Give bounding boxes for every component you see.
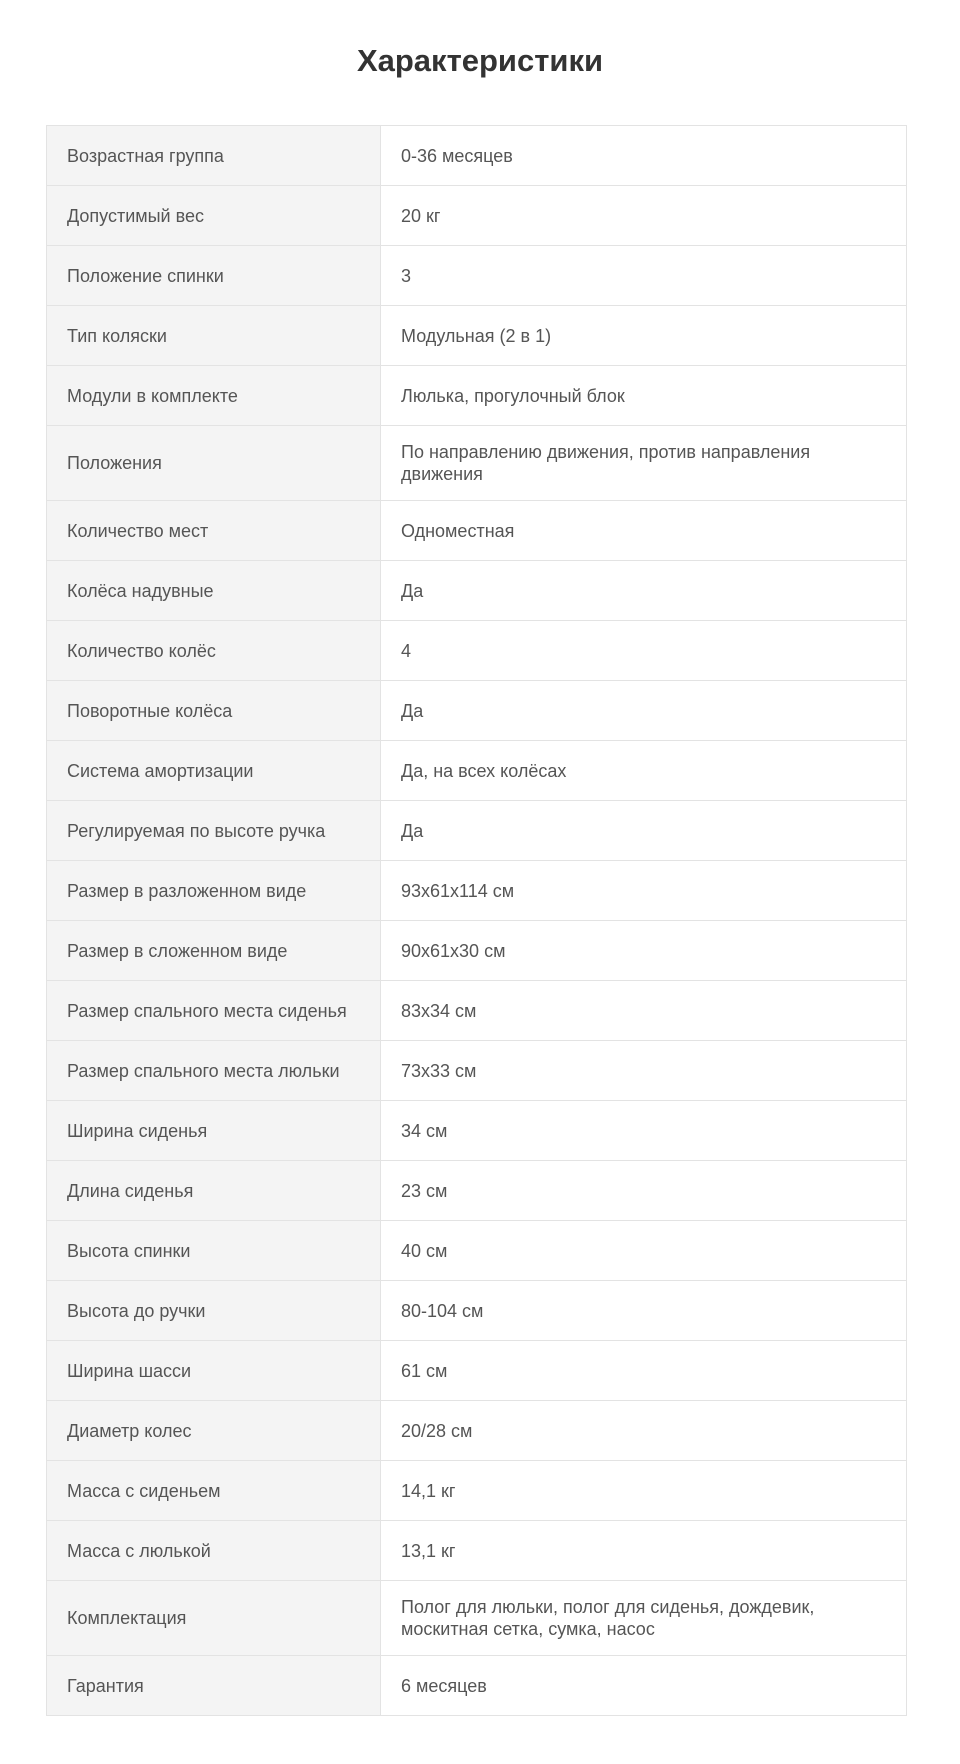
table-row: [47, 366, 907, 426]
table-row: [47, 981, 907, 1041]
table-row: [47, 1101, 907, 1161]
spec-value: 14,1 кг: [381, 1461, 907, 1521]
table-row: [47, 1521, 907, 1581]
spec-name: Система амортизации: [47, 741, 381, 801]
spec-value: Модульная (2 в 1): [381, 306, 907, 366]
table-row: [47, 1461, 907, 1521]
spec-name: Положения: [47, 426, 381, 501]
spec-value: 0-36 месяцев: [381, 126, 907, 186]
spec-value: 90x61x30 см: [381, 921, 907, 981]
spec-value: Одноместная: [381, 501, 907, 561]
spec-value: 13,1 кг: [381, 1521, 907, 1581]
spec-value: 4: [381, 621, 907, 681]
table-row: [47, 186, 907, 246]
spec-name: Поворотные колёса: [47, 681, 381, 741]
spec-name: Комплектация: [47, 1581, 381, 1656]
table-row: [47, 1581, 907, 1656]
spec-value: 20 кг: [381, 186, 907, 246]
spec-value: Да: [381, 801, 907, 861]
spec-name: Размер спального места люльки: [47, 1041, 381, 1101]
table-row: [47, 126, 907, 186]
spec-name: Масса с сиденьем: [47, 1461, 381, 1521]
table-row: [47, 921, 907, 981]
spec-name: Длина сиденья: [47, 1161, 381, 1221]
spec-name: Высота до ручки: [47, 1281, 381, 1341]
spec-name: Тип коляски: [47, 306, 381, 366]
spec-name: Размер в разложенном виде: [47, 861, 381, 921]
spec-name: Диаметр колес: [47, 1401, 381, 1461]
spec-name: Регулируемая по высоте ручка: [47, 801, 381, 861]
table-row: [47, 1401, 907, 1461]
spec-value: 23 см: [381, 1161, 907, 1221]
spec-name: Гарантия: [47, 1656, 381, 1716]
spec-name: Высота спинки: [47, 1221, 381, 1281]
spec-value: 3: [381, 246, 907, 306]
spec-value: Полог для люльки, полог для сиденья, дождевик, москитная сетка, сумка, насос: [381, 1581, 907, 1656]
spec-value: 40 см: [381, 1221, 907, 1281]
spec-value: 6 месяцев: [381, 1656, 907, 1716]
spec-name: Ширина шасси: [47, 1341, 381, 1401]
spec-value: По направлению движения, против направления движения: [381, 426, 907, 501]
spec-value: 83x34 см: [381, 981, 907, 1041]
spec-value: 73x33 см: [381, 1041, 907, 1101]
spec-name: Допустимый вес: [47, 186, 381, 246]
table-row: [47, 246, 907, 306]
spec-name: Количество мест: [47, 501, 381, 561]
spec-value: 20/28 см: [381, 1401, 907, 1461]
table-row: [47, 861, 907, 921]
spec-value: Да, на всех колёсах: [381, 741, 907, 801]
spec-name: Возрастная группа: [47, 126, 381, 186]
table-row: [47, 1161, 907, 1221]
table-row: [47, 1341, 907, 1401]
table-row: [47, 621, 907, 681]
table-row: [47, 1281, 907, 1341]
spec-value: Да: [381, 561, 907, 621]
spec-name: Масса с люлькой: [47, 1521, 381, 1581]
table-row: [47, 501, 907, 561]
spec-name: Колёса надувные: [47, 561, 381, 621]
spec-table: [46, 125, 907, 1716]
table-row: [47, 801, 907, 861]
table-row: [47, 1221, 907, 1281]
table-row: [47, 426, 907, 501]
table-row: [47, 561, 907, 621]
spec-name: Положение спинки: [47, 246, 381, 306]
spec-name: Количество колёс: [47, 621, 381, 681]
spec-value: 93x61x114 см: [381, 861, 907, 921]
spec-name: Размер спального места сиденья: [47, 981, 381, 1041]
spec-name: Ширина сиденья: [47, 1101, 381, 1161]
table-row: [47, 306, 907, 366]
page-title: Характеристики: [356, 43, 604, 78]
spec-name: Размер в сложенном виде: [47, 921, 381, 981]
spec-value: 34 см: [381, 1101, 907, 1161]
table-row: [47, 741, 907, 801]
spec-value: 61 см: [381, 1341, 907, 1401]
spec-value: 80-104 см: [381, 1281, 907, 1341]
table-row: [47, 1041, 907, 1101]
spec-name: Модули в комплекте: [47, 366, 381, 426]
spec-value: Люлька, прогулочный блок: [381, 366, 907, 426]
table-row: [47, 1656, 907, 1716]
table-row: [47, 681, 907, 741]
spec-value: Да: [381, 681, 907, 741]
